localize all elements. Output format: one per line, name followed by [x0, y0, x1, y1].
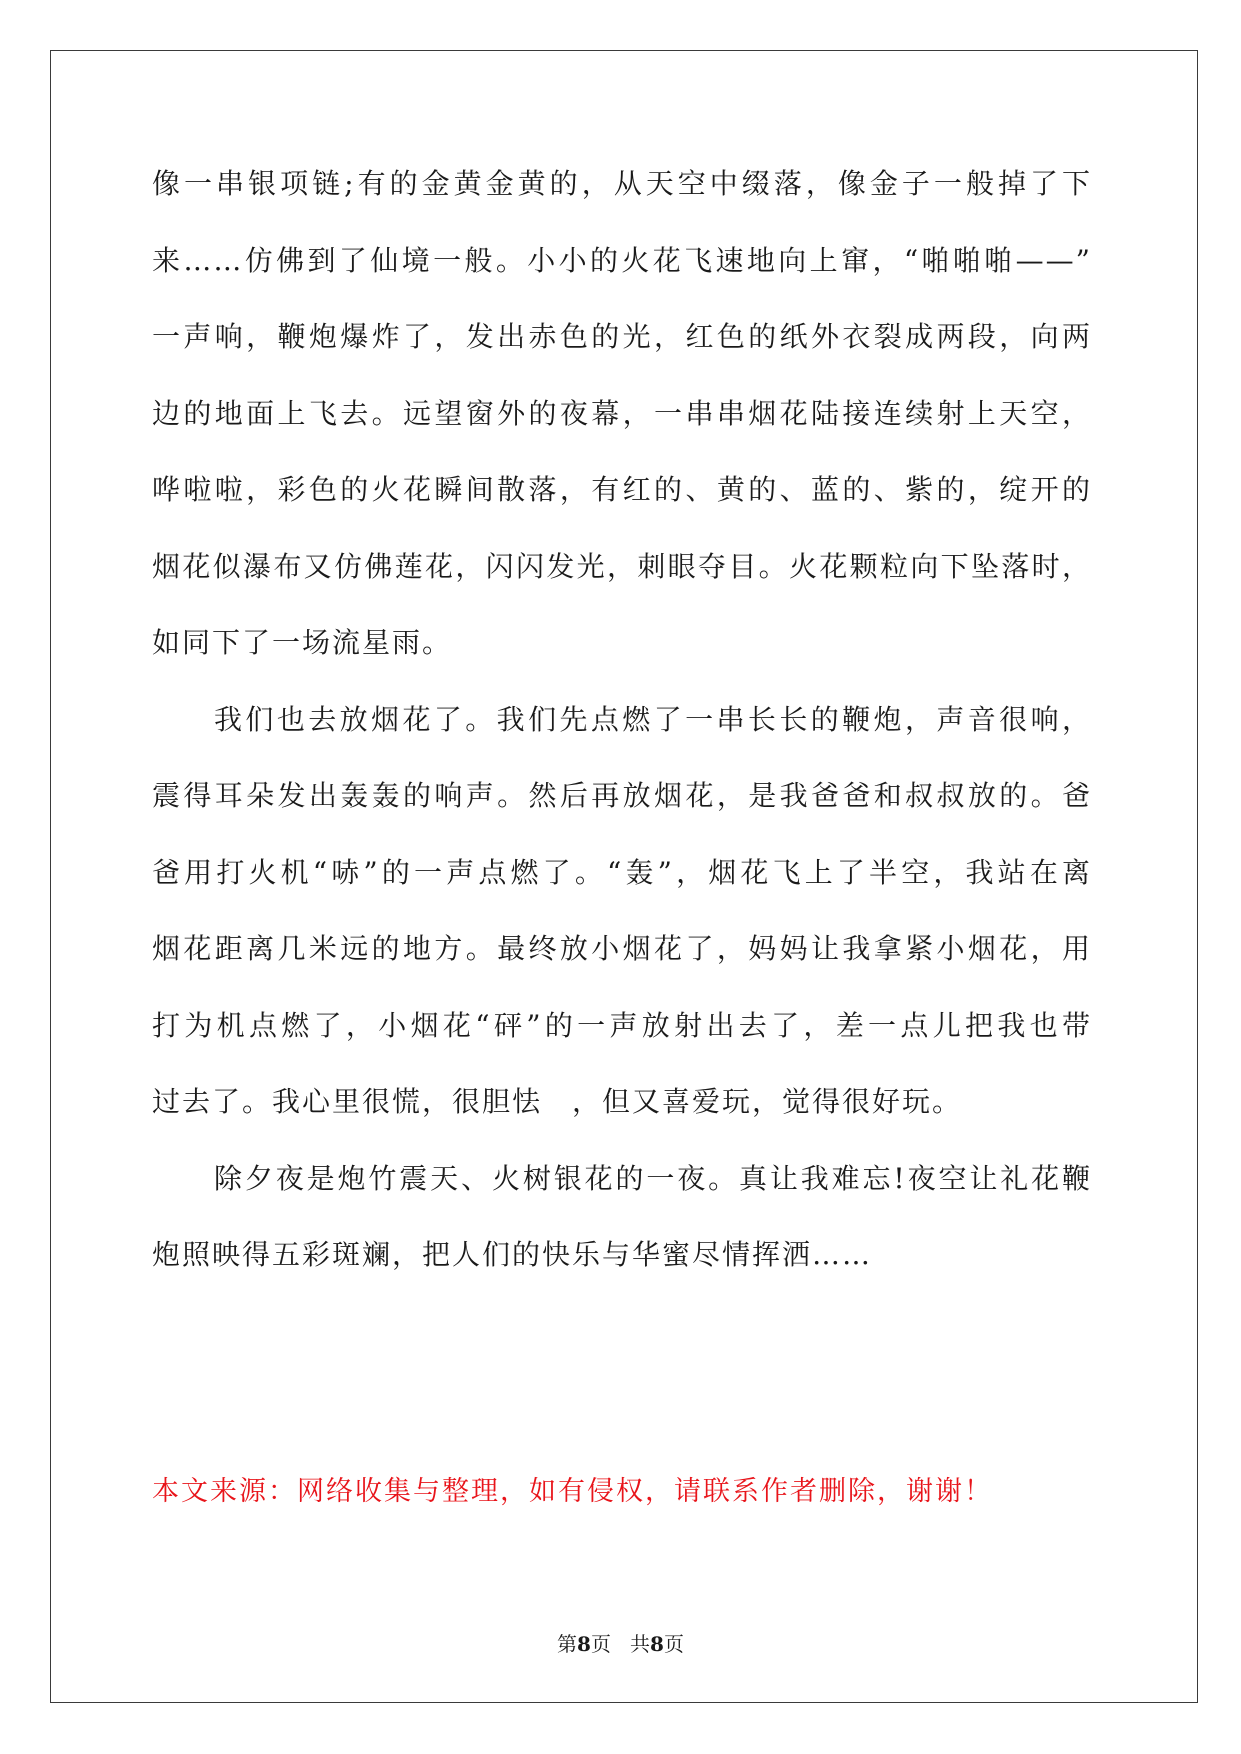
text-line: 一声响，鞭炮爆炸了，发出赤色的光，红色的纸外衣裂成两段，向两 — [152, 320, 1092, 353]
body-text — [152, 162, 1092, 1310]
text-line: 烟花似瀑布又仿佛莲花，闪闪发光，刺眼夺目。火花颗粒向下坠落时， — [152, 549, 1092, 583]
page-number: 8 — [577, 1632, 591, 1656]
page-suffix: 页 — [590, 1632, 611, 1656]
text-line: 爸用打火机“哧”的一声点燃了。“轰”，烟花飞上了半空，我站在离 — [152, 855, 1092, 889]
text-line: 打为机点燃了，小烟花“砰”的一声放射出去了，差一点儿把我也带 — [152, 1008, 1092, 1042]
paragraph-first-line: 我们也去放烟花了。我们先点燃了一串长长的鞭炮，声音很响， — [214, 702, 1092, 736]
paragraph-first-line: 除夕夜是炮竹震天、火树银花的一夜。真让我难忘!夜空让礼花鞭 — [214, 1161, 1092, 1195]
text-line: 哗啦啦，彩色的火花瞬间散落，有红的、黄的、蓝的、紫的，绽开的 — [152, 473, 1092, 506]
total-pages: 8 — [650, 1632, 664, 1656]
source-disclaimer: 本文来源：网络收集与整理，如有侵权，请联系作者删除，谢谢！ — [152, 1476, 993, 1507]
paragraph-end-line: 如同下了一场流星雨。 — [152, 626, 453, 659]
page-prefix: 第 — [557, 1632, 578, 1656]
text-line: 震得耳朵发出轰轰的响声。然后再放烟花，是我爸爸和叔叔放的。爸 — [152, 779, 1092, 812]
paragraph-end-line: 炮照映得五彩斑斓，把人们的快乐与华蜜尽情挥洒…… — [152, 1238, 873, 1271]
text-line: 烟花距离几米远的地方。最终放小烟花了，妈妈让我拿紧小烟花，用 — [152, 932, 1092, 965]
text-line: 来……仿佛到了仙境一般。小小的火花飞速地向上窜，“啪啪啪——” — [152, 243, 1092, 277]
paragraph-end-line: 过去了。我心里很慌，很胆怯 ，但又喜爱玩，觉得很好玩。 — [152, 1085, 963, 1118]
text-line: 边的地面上飞去。远望窗外的夜幕，一串串烟花陆接连续射上天空， — [152, 396, 1092, 430]
text-line: 像一串银项链;有的金黄金黄的，从天空中缀落，像金子一般掉了下 — [152, 167, 1092, 200]
page-footer — [0, 1631, 1241, 1657]
total-suffix: 页 — [663, 1632, 684, 1656]
total-prefix: 共 — [630, 1632, 651, 1656]
